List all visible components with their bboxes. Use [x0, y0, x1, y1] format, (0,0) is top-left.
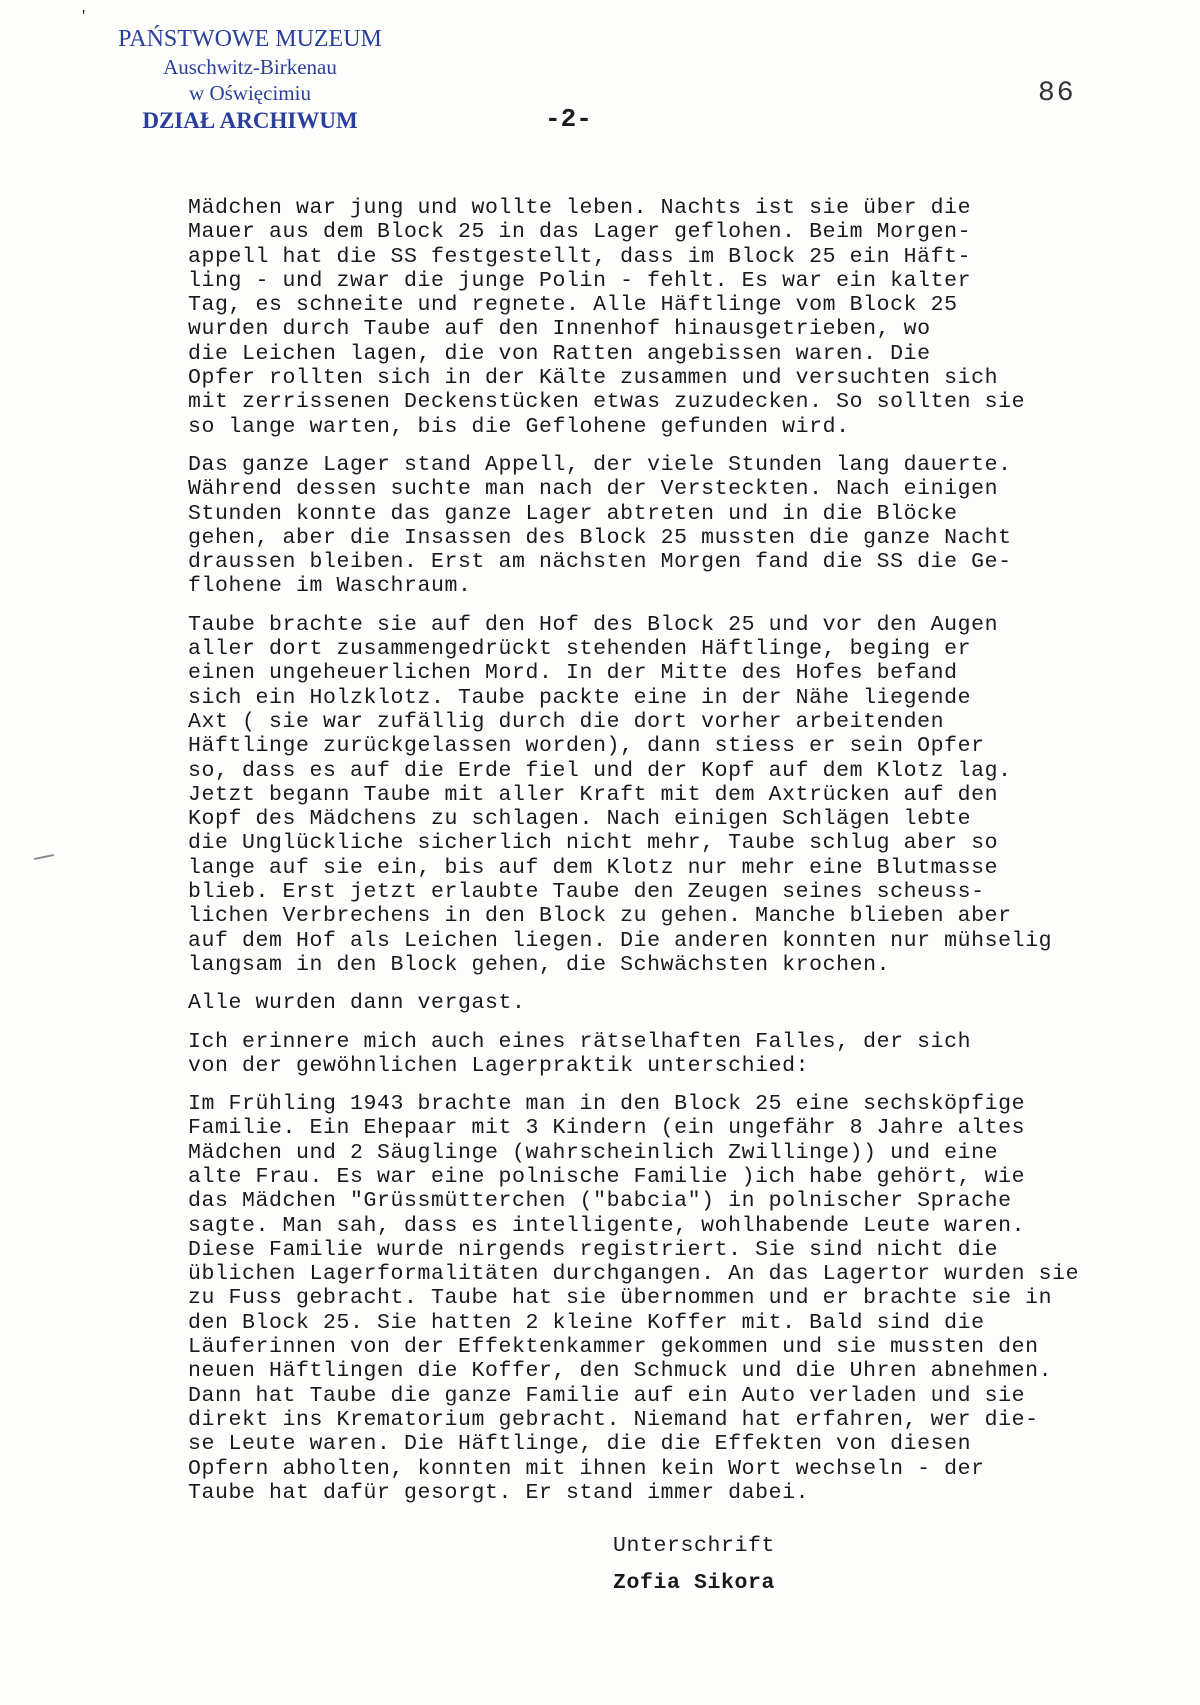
text-line: Das ganze Lager stand Appell, der viele Stunden lang dauerte.	[188, 452, 1012, 477]
text-line: so lange warten, bis die Geflohene gefunden wird.	[188, 414, 850, 439]
signature-name: Zofia Sikora	[613, 1571, 776, 1595]
text-line: flohene im Waschraum.	[188, 574, 472, 599]
text-line: Stunden konnte das ganze Lager abtreten und in die Blöcke	[188, 501, 958, 526]
signature-label: Unterschrift	[613, 1534, 776, 1558]
text-line: Kopf des Mädchens zu schlagen. Nach einigen Schlägen lebte	[188, 807, 972, 832]
text-line: Alle wurden dann vergast.	[188, 991, 526, 1016]
text-line: lange auf sie ein, bis auf dem Klotz nur mehr eine Blutmasse	[188, 855, 999, 880]
text-line: zu Fuss gebracht. Taube hat sie übernommen und er brachte sie in	[188, 1286, 1053, 1311]
text-line: Dann hat Taube die ganze Familie auf ein Auto verladen und sie	[188, 1383, 1026, 1408]
text-line: gehen, aber die Insassen des Block 25 mussten die ganze Nacht	[188, 525, 1012, 550]
text-line: Familie. Ein Ehepaar mit 3 Kindern (ein ungefähr 8 Jahre altes	[188, 1116, 1026, 1141]
text-line: sich ein Holzklotz. Taube packte eine in der Nähe liegende	[188, 685, 972, 710]
text-line: mit zerrissenen Deckenstücken etwas zuzudecken. So sollten sie	[188, 390, 1026, 415]
paragraph	[188, 196, 1148, 439]
text-line: ling - und zwar die junge Polin - fehlt. Es war ein kalter	[188, 268, 972, 293]
text-line: appell hat die SS festgestellt, dass im Block 25 ein Häft-	[188, 244, 972, 269]
text-line: Mädchen und 2 Säuglinge (wahrscheinlich Zwillinge)) und eine	[188, 1140, 999, 1165]
text-line: blieb. Erst jetzt erlaubte Taube den Zeugen seines scheuss-	[188, 880, 985, 905]
archive-stamp	[100, 24, 400, 136]
stamp-line-town: w Oświęcimiu	[189, 81, 311, 105]
archive-number: 86	[1038, 78, 1076, 109]
text-line: Ich erinnere mich auch eines rätselhaften Falles, der sich	[188, 1029, 972, 1054]
text-line: das Mädchen "Grüssmütterchen ("babcia") in polnischer Sprache	[188, 1189, 1012, 1214]
text-line: Taube hat dafür gesorgt. Er stand immer dabei.	[188, 1480, 810, 1505]
text-line: wurden durch Taube auf den Innenhof hinausgetrieben, wo	[188, 317, 931, 342]
text-line: Läuferinnen von der Effektenkammer gekommen und sie mussten den	[188, 1335, 1039, 1360]
text-line: Jetzt begann Taube mit aller Kraft mit dem Axtrücken auf den	[188, 782, 999, 807]
text-line: aller dort zusammengedrückt stehenden Häftlinge, beging er	[188, 637, 972, 662]
text-line: alte Frau. Es war eine polnische Familie )ich habe gehört, wie	[188, 1164, 1026, 1189]
text-line: die Leichen lagen, die von Ratten angebissen waren. Die	[188, 341, 931, 366]
text-line: von der gewöhnlichen Lagerpraktik unterschied:	[188, 1053, 810, 1078]
text-line: sagte. Man sah, dass es intelligente, wohlhabende Leute waren.	[188, 1213, 1026, 1238]
text-line: einen ungeheuerlichen Mord. In der Mitte des Hofes befand	[188, 661, 958, 686]
stamp-line-site: Auschwitz-Birkenau	[163, 55, 337, 79]
paragraph	[188, 453, 1148, 599]
paragraph	[188, 1030, 1148, 1079]
text-line: direkt ins Krematorium gebracht. Niemand hat erfahren, wer die-	[188, 1407, 1039, 1432]
text-line: draussen bleiben. Erst am nächsten Morgen fand die SS die Ge-	[188, 550, 1012, 575]
text-line: Taube brachte sie auf den Hof des Block 25 und vor den Augen	[188, 612, 999, 637]
text-line: Diese Familie wurde nirgends registriert. Sie sind nicht die	[188, 1237, 999, 1262]
text-line: die Unglückliche sicherlich nicht mehr, Taube schlug aber so	[188, 831, 999, 856]
text-line: üblichen Lagerformalitäten durchgangen. An das Lagertor wurden sie	[188, 1262, 1080, 1287]
text-line: Während dessen suchte man nach der Versteckten. Nach einigen	[188, 477, 999, 502]
text-line: Häftlinge zurückgelassen worden), dann stiess er sein Opfer	[188, 734, 985, 759]
text-line: neuen Häftlingen die Koffer, den Schmuck und die Uhren abnehmen.	[188, 1359, 1053, 1384]
text-line: Axt ( sie war zufällig durch die dort vorher arbeitenden	[188, 709, 945, 734]
text-line: Mauer aus dem Block 25 in das Lager geflohen. Beim Morgen-	[188, 220, 972, 245]
paragraph	[188, 991, 1148, 1015]
page-number: -2-	[545, 104, 592, 134]
margin-tick: '	[82, 6, 86, 26]
text-line: Im Frühling 1943 brachte man in den Block 25 eine sechsköpfige	[188, 1092, 1026, 1117]
text-line: Mädchen war jung und wollte leben. Nachts ist sie über die	[188, 196, 972, 220]
text-line: Tag, es schneite und regnete. Alle Häftlinge vom Block 25	[188, 293, 958, 318]
paragraph	[188, 613, 1148, 977]
paragraph	[188, 1092, 1148, 1505]
text-line: lichen Verbrechens in den Block zu gehen. Manche blieben aber	[188, 904, 1012, 929]
text-line: Opfern abholten, konnten mit ihnen kein Wort wechseln - der	[188, 1456, 985, 1481]
text-line: so, dass es auf die Erde fiel und der Kopf auf dem Klotz lag.	[188, 758, 1012, 783]
margin-mark	[34, 854, 54, 860]
stamp-line-museum: PAŃSTWOWE MUZEUM	[118, 26, 382, 52]
text-line: langsam in den Block gehen, die Schwächsten krochen.	[188, 952, 891, 977]
text-line: se Leute waren. Die Häftlinge, die die Effekten von diesen	[188, 1432, 972, 1457]
stamp-line-department: DZIAŁ ARCHIWUM	[142, 108, 358, 133]
text-line: Opfer rollten sich in der Kälte zusammen und versuchten sich	[188, 366, 999, 391]
text-line: auf dem Hof als Leichen liegen. Die anderen konnten nur mühselig	[188, 928, 1053, 953]
text-line: den Block 25. Sie hatten 2 kleine Koffer mit. Bald sind die	[188, 1310, 985, 1335]
letter-body	[188, 196, 1148, 1519]
